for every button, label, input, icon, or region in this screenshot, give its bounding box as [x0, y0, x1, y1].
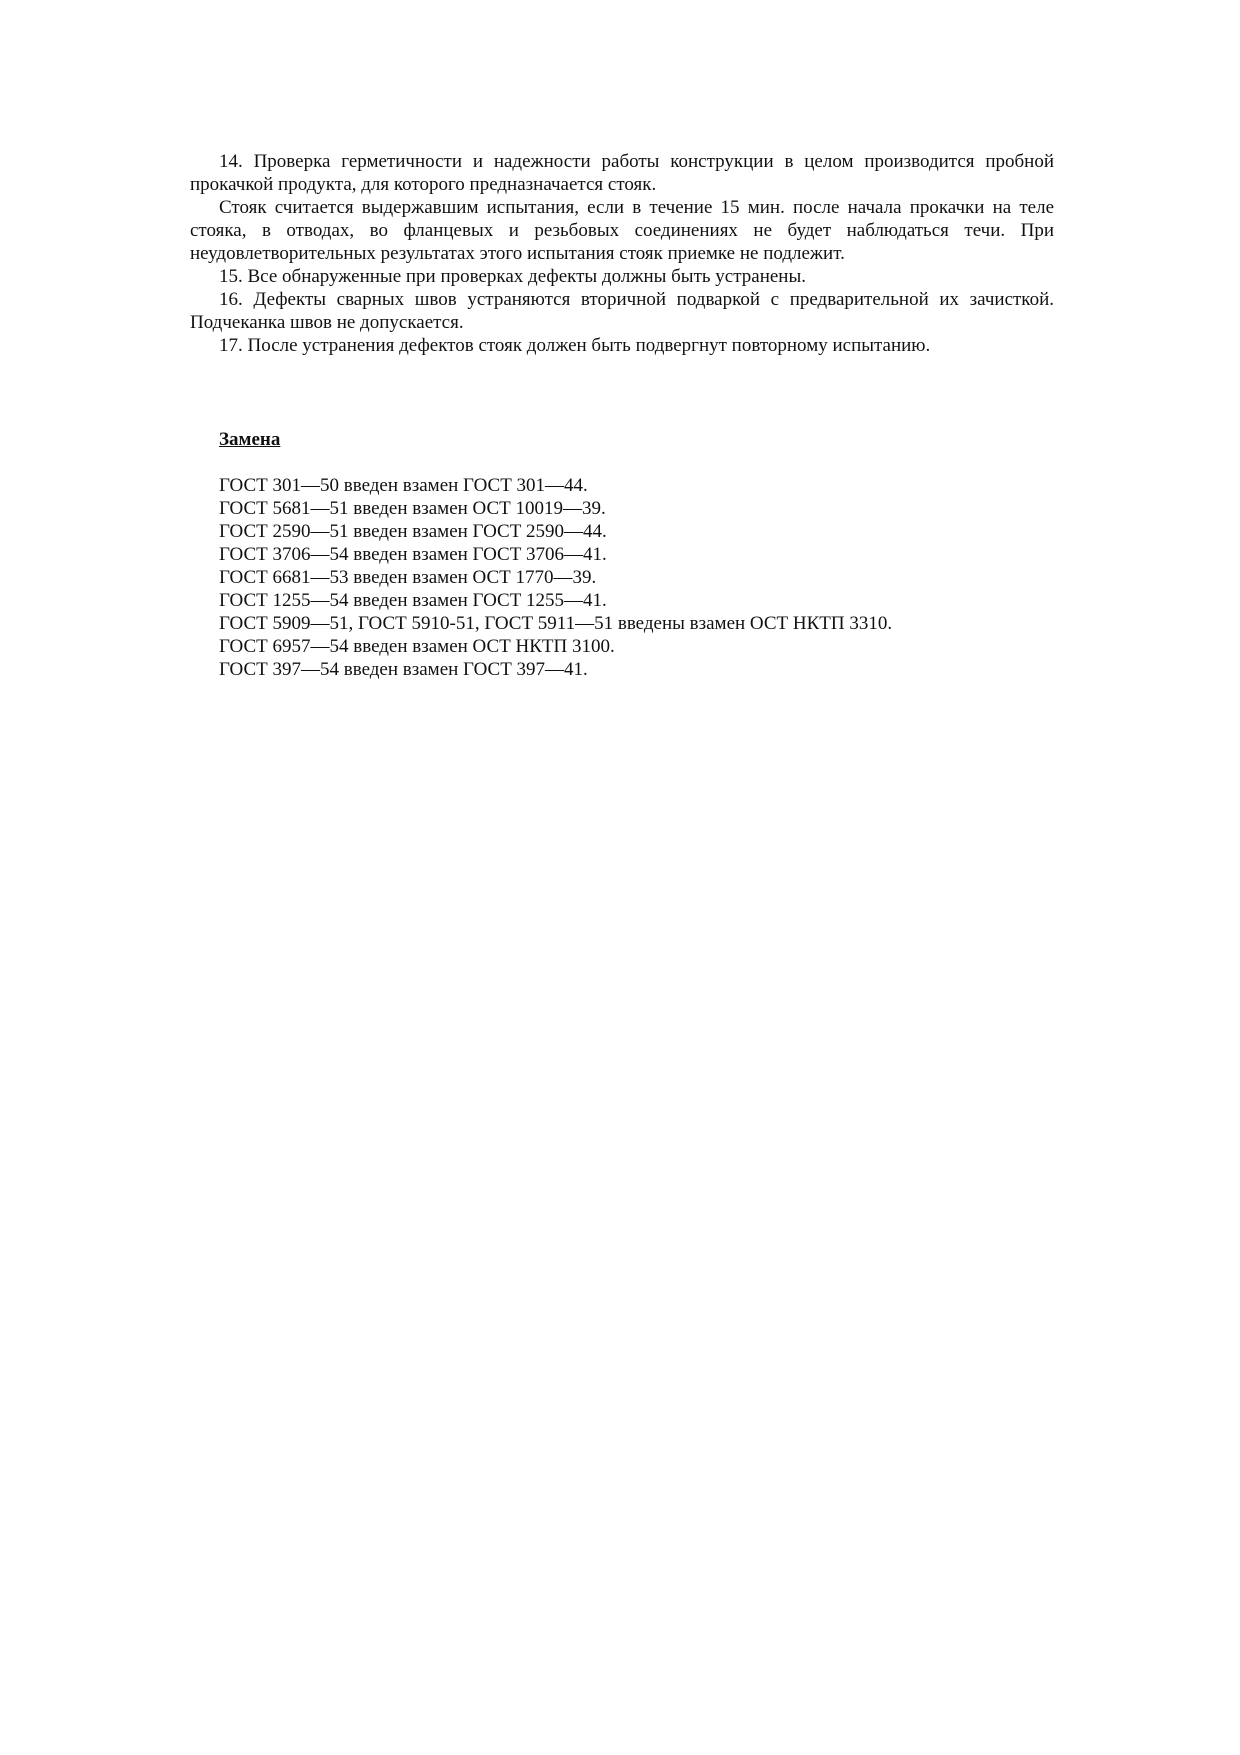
replacement-list [219, 474, 1054, 681]
replacement-item: ГОСТ 5909—51, ГОСТ 5910-51, ГОСТ 5911—51 введены взамен ОСТ НКТП 3310. [219, 613, 893, 634]
paragraph-14-condition: Стояк считается выдержавшим испытания, если в течение 15 мин. после начала прокачки на теле стояка, в отводах, во фланцевых и резьбовых соединениях не будет наблюдаться течи. При неудовлетворительных результатах этого испытания стояк приемке не подлежит. [190, 197, 1054, 264]
replacement-item: ГОСТ 1255—54 введен взамен ГОСТ 1255—41. [219, 590, 607, 611]
replacement-item: ГОСТ 6957—54 введен взамен ОСТ НКТП 3100. [219, 636, 615, 657]
replacement-item: ГОСТ 2590—51 введен взамен ГОСТ 2590—44. [219, 521, 607, 542]
paragraph-14: 14. Проверка герметичности и надежности работы конструкции в целом производится пробной прокачкой продукта, для которого предназначается стояк. [190, 151, 1054, 195]
replacement-item: ГОСТ 6681—53 введен взамен ОСТ 1770—39. [219, 567, 597, 588]
replacement-item: ГОСТ 397—54 введен взамен ГОСТ 397—41. [219, 659, 588, 680]
paragraph-15: 15. Все обнаруженные при проверках дефекты должны быть устранены. [219, 266, 806, 287]
document-body [190, 150, 1054, 681]
replacement-item: ГОСТ 3706—54 введен взамен ГОСТ 3706—41. [219, 544, 607, 565]
paragraph-17: 17. После устранения дефектов стояк должен быть подвергнут повторному испытанию. [219, 335, 931, 356]
replacement-item: ГОСТ 5681—51 введен взамен ОСТ 10019—39. [219, 498, 606, 519]
replacement-section-title: Замена [219, 429, 281, 450]
replacement-item: ГОСТ 301—50 введен взамен ГОСТ 301—44. [219, 475, 588, 496]
paragraph-16: 16. Дефекты сварных швов устраняются вторичной подваркой с предварительной их зачисткой. Подчеканка швов не допускается. [190, 289, 1054, 333]
